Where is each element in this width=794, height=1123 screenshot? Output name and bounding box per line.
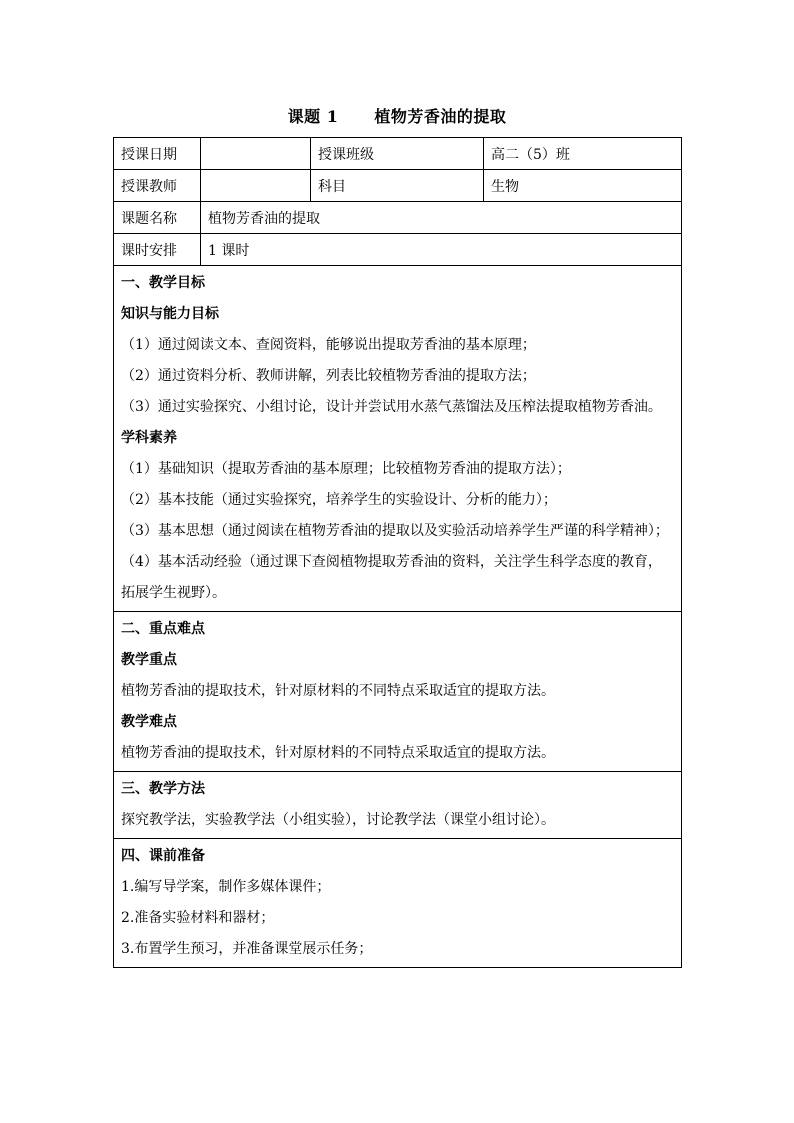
subheading: 教学难点 — [121, 714, 177, 730]
section-heading: 一、教学目标 — [121, 275, 205, 291]
info-row-teacher-subject — [114, 170, 682, 202]
list-item: （3）基本思想（通过阅读在植物芳香油的提取以及实验活动培养学生严谨的科学精神）； — [121, 523, 669, 539]
topic-value: 植物芳香油的提取 — [201, 202, 682, 234]
info-row-hours — [114, 234, 682, 266]
teacher-value — [201, 170, 311, 202]
list-item: 2.准备实验材料和器材； — [121, 910, 275, 926]
section-methods — [114, 772, 682, 839]
section-heading: 二、重点难点 — [121, 621, 205, 637]
section-heading: 三、教学方法 — [121, 781, 205, 797]
list-item: （2）基本技能（通过实验探究，培养学生的实验设计、分析的能力）； — [121, 492, 557, 508]
section-heading: 四、课前准备 — [121, 848, 205, 864]
paragraph: 植物芳香油的提取技术，针对原材料的不同特点采取适宜的提取方法。 — [121, 683, 555, 699]
class-value: 高二（5）班 — [484, 138, 682, 170]
hours-label: 课时安排 — [114, 234, 201, 266]
subheading: 教学重点 — [121, 652, 177, 668]
topic-label: 课题名称 — [114, 202, 201, 234]
list-item: 1.编写导学案，制作多媒体课件； — [121, 879, 331, 895]
lesson-plan-table — [113, 137, 682, 968]
list-item: （1）基础知识（提取芳香油的基本原理；比较植物芳香油的提取方法）； — [121, 461, 571, 477]
teacher-label: 授课教师 — [114, 170, 201, 202]
class-label: 授课班级 — [311, 138, 484, 170]
date-value — [201, 138, 311, 170]
date-label: 授课日期 — [114, 138, 201, 170]
list-item: （1）通过阅读文本、查阅资料，能够说出提取芳香油的基本原理； — [121, 337, 536, 353]
list-item: 3.布置学生预习，并准备课堂展示任务； — [121, 941, 373, 957]
lesson-name: 植物芳香油的提取 — [374, 107, 507, 126]
list-item: （2）通过资料分析、教师讲解，列表比较植物芳香油的提取方法； — [121, 368, 536, 384]
paragraph: 探究教学法，实验教学法（小组实验），讨论教学法（课堂小组讨论）。 — [121, 812, 555, 828]
lesson-number: 课题 1 — [287, 107, 339, 126]
subheading: 知识与能力目标 — [121, 306, 219, 322]
subject-label: 科目 — [311, 170, 484, 202]
section-key-points — [114, 612, 682, 772]
section-preparation — [114, 839, 682, 968]
list-item: （3）通过实验探究、小组讨论，设计并尝试用水蒸气蒸馏法及压榨法提取植物芳香油。 — [121, 399, 662, 415]
document-title — [0, 104, 794, 127]
subheading: 学科素养 — [121, 430, 177, 446]
paragraph: 植物芳香油的提取技术，针对原材料的不同特点采取适宜的提取方法。 — [121, 745, 555, 761]
subject-value: 生物 — [484, 170, 682, 202]
section-objectives — [114, 266, 682, 612]
hours-value: 1 课时 — [201, 234, 682, 266]
info-row-topic — [114, 202, 682, 234]
list-item: （4）基本活动经验（通过课下查阅植物提取芳香油的资料，关注学生科学态度的教育，拓展学生视野）。 — [121, 554, 662, 601]
info-row-date-class — [114, 138, 682, 170]
